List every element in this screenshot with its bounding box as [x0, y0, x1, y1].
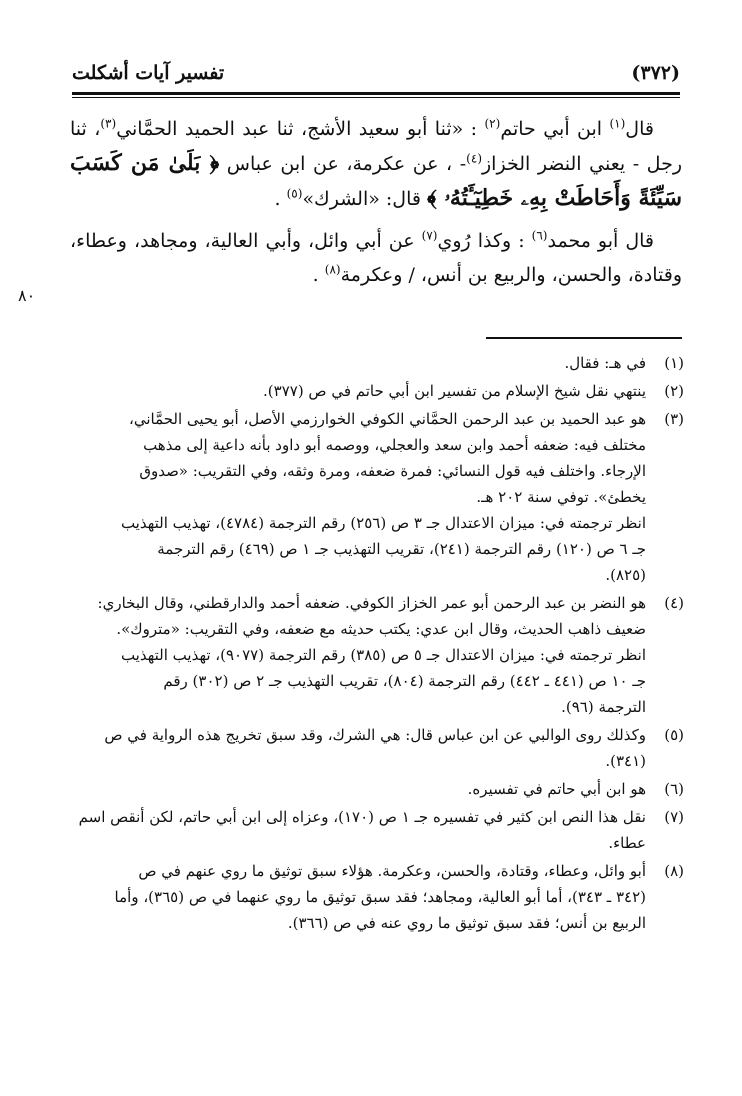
footnote-line: الترجمة (٩٦). — [561, 698, 646, 716]
footnote-line: جـ ٦ ص (١٢٠) رقم الترجمة (٢٤١)، تقريب التهذيب جـ ١ ص (٤٦٩) رقم الترجمة — [157, 540, 646, 558]
footnote-ref[interactable]: (٨) — [324, 262, 341, 277]
footnote-line: هو ابن أبي حاتم في تفسيره. — [467, 780, 646, 798]
page-header — [72, 62, 680, 88]
footnote-line: يخطئ». توفي سنة ٢٠٢ هـ. — [476, 488, 646, 506]
footnote-ref[interactable]: (١) — [609, 116, 626, 131]
footnote-number: (٥) — [664, 726, 684, 744]
footnote-number: (٧) — [664, 808, 684, 826]
paragraph-2: قال أبو محمد$^{(٦)}$ : وكذا رُوي$^{(٧)}$ عن أبي وائل، وأبي العالية، ومجاهد، وعطاء، وقتادة، والحسن، والربيع بن أنس، / وعكرمة$^{(٨)}$ . — [70, 228, 682, 286]
footnote-ref[interactable]: (٧) — [421, 228, 438, 243]
footnote-line: ينتهي نقل شيخ الإسلام من تفسير ابن أبي حاتم في ص (٣٧٧). — [263, 382, 646, 400]
footnote-line: عطاء. — [608, 834, 646, 852]
footnote-number: (٢) — [664, 382, 684, 400]
footnote-line: هو النضر بن عبد الرحمن أبو عمر الخزاز الكوفي. ضعفه أحمد والدارقطني، وقال البخاري: — [97, 594, 646, 612]
header-rule-thin — [72, 97, 680, 98]
main-text — [70, 112, 682, 300]
footnote-line: انظر ترجمته في: ميزان الاعتدال جـ ٥ ص (٣٨٥) رقم الترجمة (٩٠٧٧)، تهذيب التهذيب — [120, 646, 646, 664]
footnote-line: أبو وائل، وعطاء، وقتادة، والحسن، وعكرمة. هؤلاء سبق توثيق ما روي عنهم في ص — [138, 862, 646, 880]
footnote-line: (٣٤١). — [605, 752, 646, 770]
footnote-line: في هـ: فقال. — [564, 354, 646, 372]
footnote-line: انظر ترجمته في: ميزان الاعتدال جـ ٣ ص (٢٥٦) رقم الترجمة (٤٧٨٤)، تهذيب التهذيب — [120, 514, 646, 532]
footnote-separator — [486, 337, 682, 339]
footnote-line: الإرجاء. واختلف فيه قول النسائي: فمرة ضعفه، ومرة وثقه، وفي التقريب: «صدوق — [139, 462, 646, 480]
header-rule — [72, 92, 680, 95]
footnote-number: (٦) — [664, 780, 684, 798]
footnote-line: وكذلك روى الوالبي عن ابن عباس قال: هي الشرك، وقد سبق تخريج هذه الرواية في ص — [104, 726, 646, 744]
footnote-number: (٣) — [664, 410, 684, 428]
footnote-number: (١) — [664, 354, 684, 372]
footnote-line: مختلف فيه: ضعفه أحمد وابن سعد والعجلي، ووصمه أبو داود بأنه داعية إلى مذهب — [143, 436, 646, 454]
footnote-line: هو عبد الحميد بن عبد الرحمن الحمَّاني الكوفي الخوارزمي الأصل، أبو يحيى الحمَّاني، — [128, 410, 646, 428]
footnote-line: (٨٢٥). — [605, 566, 646, 584]
footnote-ref[interactable]: (٦) — [531, 228, 548, 243]
footnote-number: (٤) — [664, 594, 684, 612]
footnote — [70, 776, 684, 802]
footnote — [70, 722, 684, 774]
running-title: تفسير آيات أشكلت — [72, 62, 225, 84]
footnote-line: نقل هذا النص ابن كثير في تفسيره جـ ١ ص (١٧٠)، وعزاه إلى ابن أبي حاتم، لكن أنقص اسم — [78, 808, 646, 826]
paragraph-1: قال$^{(١)}$ ابن أبي حاتم$^{(٢)}$ : «ثنا أبو سعيد الأشج، ثنا عبد الحميد الحمَّاني$^{(٣)}$، ثنا رجل - يعني النضر الخزاز$^{(٤)}$- ، عن عكرمة، عن ابن عباس ﴿ بَلَىٰ مَن كَسَبَ سَيِّئَةً وَأَحَاطَتْ بِهِۦ خَطِيٓـَٔتُهُۥ ﴾ قال: «الشرك»$^{(٥)}$ . — [70, 116, 682, 211]
footnote — [70, 378, 684, 404]
footnote-line: (٣٤٢ ـ ٣٤٣)، أما أبو العالية، ومجاهد؛ فقد سبق توثيق ما روي عنهما في ص (٣٦٥)، وأما — [114, 888, 646, 906]
footnote — [70, 590, 684, 720]
footnote — [70, 858, 684, 936]
footnote — [70, 804, 684, 856]
footnote-line: الربيع بن أنس؛ فقد سبق توثيق ما روي عنه في ص (٣٦٦). — [287, 914, 646, 932]
quran-verse: ﴿ بَلَىٰ مَن كَسَبَ سَيِّئَةً وَأَحَاطَتْ بِهِۦ خَطِيٓـَٔتُهُۥ ﴾ — [70, 150, 682, 211]
footnote-ref[interactable]: (٢) — [484, 116, 501, 131]
footnote-number: (٨) — [664, 862, 684, 880]
footnote-ref[interactable]: (٥) — [286, 186, 303, 201]
footnote — [70, 350, 684, 376]
footnote-ref[interactable]: (٣) — [100, 116, 117, 131]
footnote-ref[interactable]: (٤) — [466, 151, 482, 166]
footnote-line: جـ ١٠ ص (٤٤١ ـ ٤٤٢) رقم الترجمة (٨٠٤)، تقريب التهذيب جـ ٢ ص (٣٠٢) رقم — [163, 672, 646, 690]
footnote-line: ضعيف ذاهب الحديث، وقال ابن عدي: يكتب حديثه مع ضعفه، وفي التقريب: «متروك». — [116, 620, 646, 638]
page-number: (٣٧٢) — [631, 62, 680, 84]
margin-page-marker: ٨٠ — [18, 286, 36, 305]
footnotes — [70, 350, 684, 938]
footnote — [70, 406, 684, 588]
